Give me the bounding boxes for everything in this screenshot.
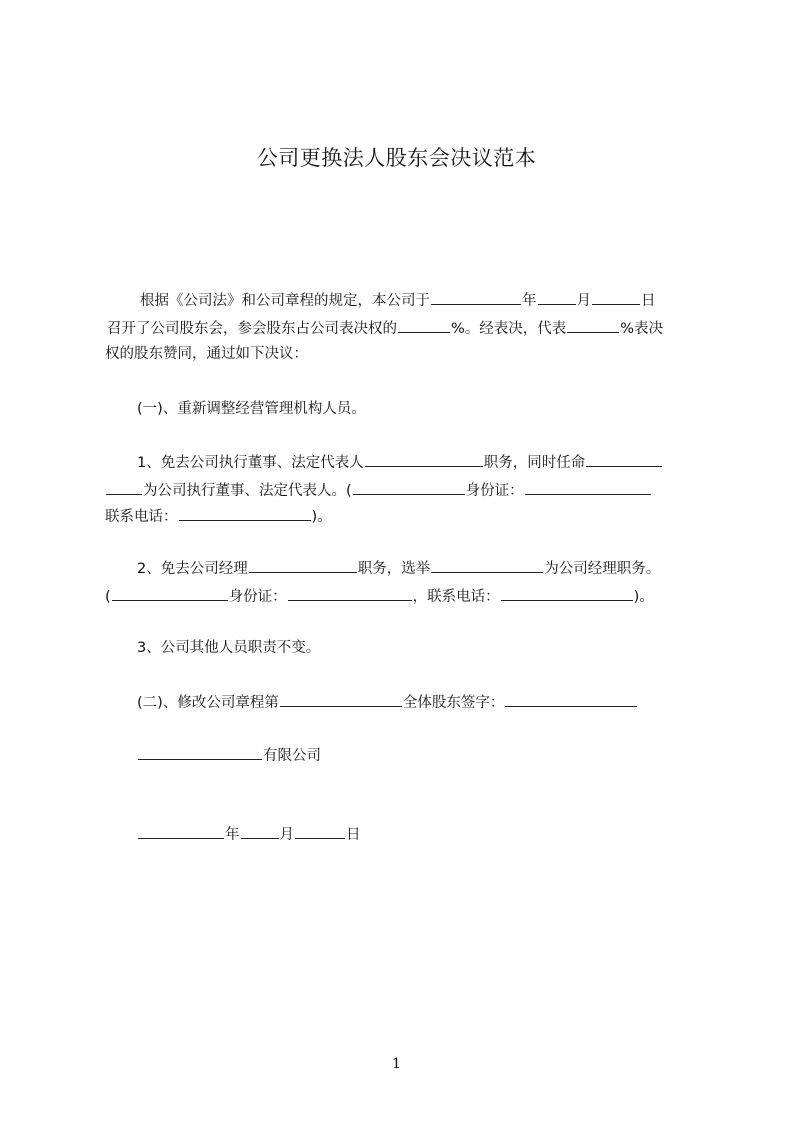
blank-shareholder-signatures: [505, 692, 637, 707]
blank-sign-month: [241, 824, 279, 839]
intro-text-year: 年: [522, 293, 537, 309]
item-1-line-2: [105, 480, 652, 501]
item-2-text-g: )。: [633, 589, 654, 605]
item-3-line: 3、公司其他人员职责不变。: [137, 640, 321, 656]
blank-approve-percent: [567, 318, 619, 333]
intro-line-3: 权的股东赞同，通过如下决议：: [105, 346, 308, 362]
date-year: 年: [225, 827, 240, 843]
blank-year: [431, 290, 521, 305]
company-suffix: 有限公司: [263, 748, 321, 764]
date-line: [137, 824, 361, 845]
item-2-text-a: 2、免去公司经理: [137, 561, 248, 577]
blank-former-legal-rep: [365, 452, 483, 467]
item-2-text-b: 职务，选举: [357, 561, 431, 577]
item-2-line-2: [105, 586, 654, 607]
blank-phone-2: [501, 586, 633, 601]
item-2-text-f: ，联系电话：: [412, 589, 500, 605]
item-1-text-a: 1、免去公司执行董事、法定代表人: [137, 455, 364, 471]
intro-text-2b: %。经表决，代表: [451, 321, 567, 337]
item-2-text-d: (: [105, 589, 111, 605]
blank-vote-percent: [398, 318, 450, 333]
item-2-text-e: 身份证：: [228, 589, 287, 605]
blank-new-legal-rep-a: [586, 452, 662, 467]
intro-text-2a: 召开了公司股东会，参会股东占公司表决权的: [107, 321, 397, 337]
item-2-text-c: 为公司经理职务。: [544, 561, 661, 577]
company-line: [137, 745, 321, 766]
blank-month: [538, 290, 576, 305]
blank-sign-year: [138, 824, 224, 839]
item-1-line-1: [137, 452, 663, 473]
item-1-line-3: [105, 506, 332, 527]
blank-article-number: [280, 692, 402, 707]
blank-phone-1: [179, 506, 311, 521]
item-1-text-b: 职务，同时任命: [483, 455, 586, 471]
blank-name-2: [112, 586, 228, 601]
page-number: 1: [392, 1056, 401, 1072]
blank-new-legal-rep-b: [106, 480, 142, 495]
date-month: 月: [279, 827, 294, 843]
blank-id-2: [288, 586, 412, 601]
intro-text-2c: %表决: [620, 321, 664, 337]
blank-former-manager: [249, 558, 357, 573]
date-day: 日: [346, 827, 361, 843]
item-1-text-c: 为公司执行董事、法定代表人。(: [143, 483, 352, 499]
item-1-text-e: 联系电话：: [105, 509, 178, 525]
item-2-line-1: [137, 558, 660, 579]
item-1-text-d: 身份证：: [465, 483, 524, 499]
section-1-heading: (一)、重新调整经营管理机构人员。: [137, 401, 366, 417]
blank-id-1: [525, 480, 651, 495]
blank-day: [592, 290, 640, 305]
intro-text-month: 月: [576, 293, 591, 309]
section-2-text-a: (二)、修改公司章程第: [137, 695, 279, 711]
section-2-text-b: 全体股东签字：: [402, 695, 505, 711]
intro-line-1: [140, 290, 656, 311]
blank-sign-day: [295, 824, 345, 839]
section-2-line: [137, 692, 638, 713]
blank-new-manager: [431, 558, 543, 573]
blank-company-name: [138, 745, 262, 760]
intro-line-2: [107, 318, 663, 339]
item-1-text-f: )。: [311, 509, 332, 525]
page-title: 公司更换法人股东会决议范本: [256, 146, 537, 170]
blank-name-1: [353, 480, 465, 495]
intro-text-day: 日: [641, 293, 656, 309]
intro-text-1a: 根据《公司法》和公司章程的规定，本公司于: [140, 293, 430, 309]
